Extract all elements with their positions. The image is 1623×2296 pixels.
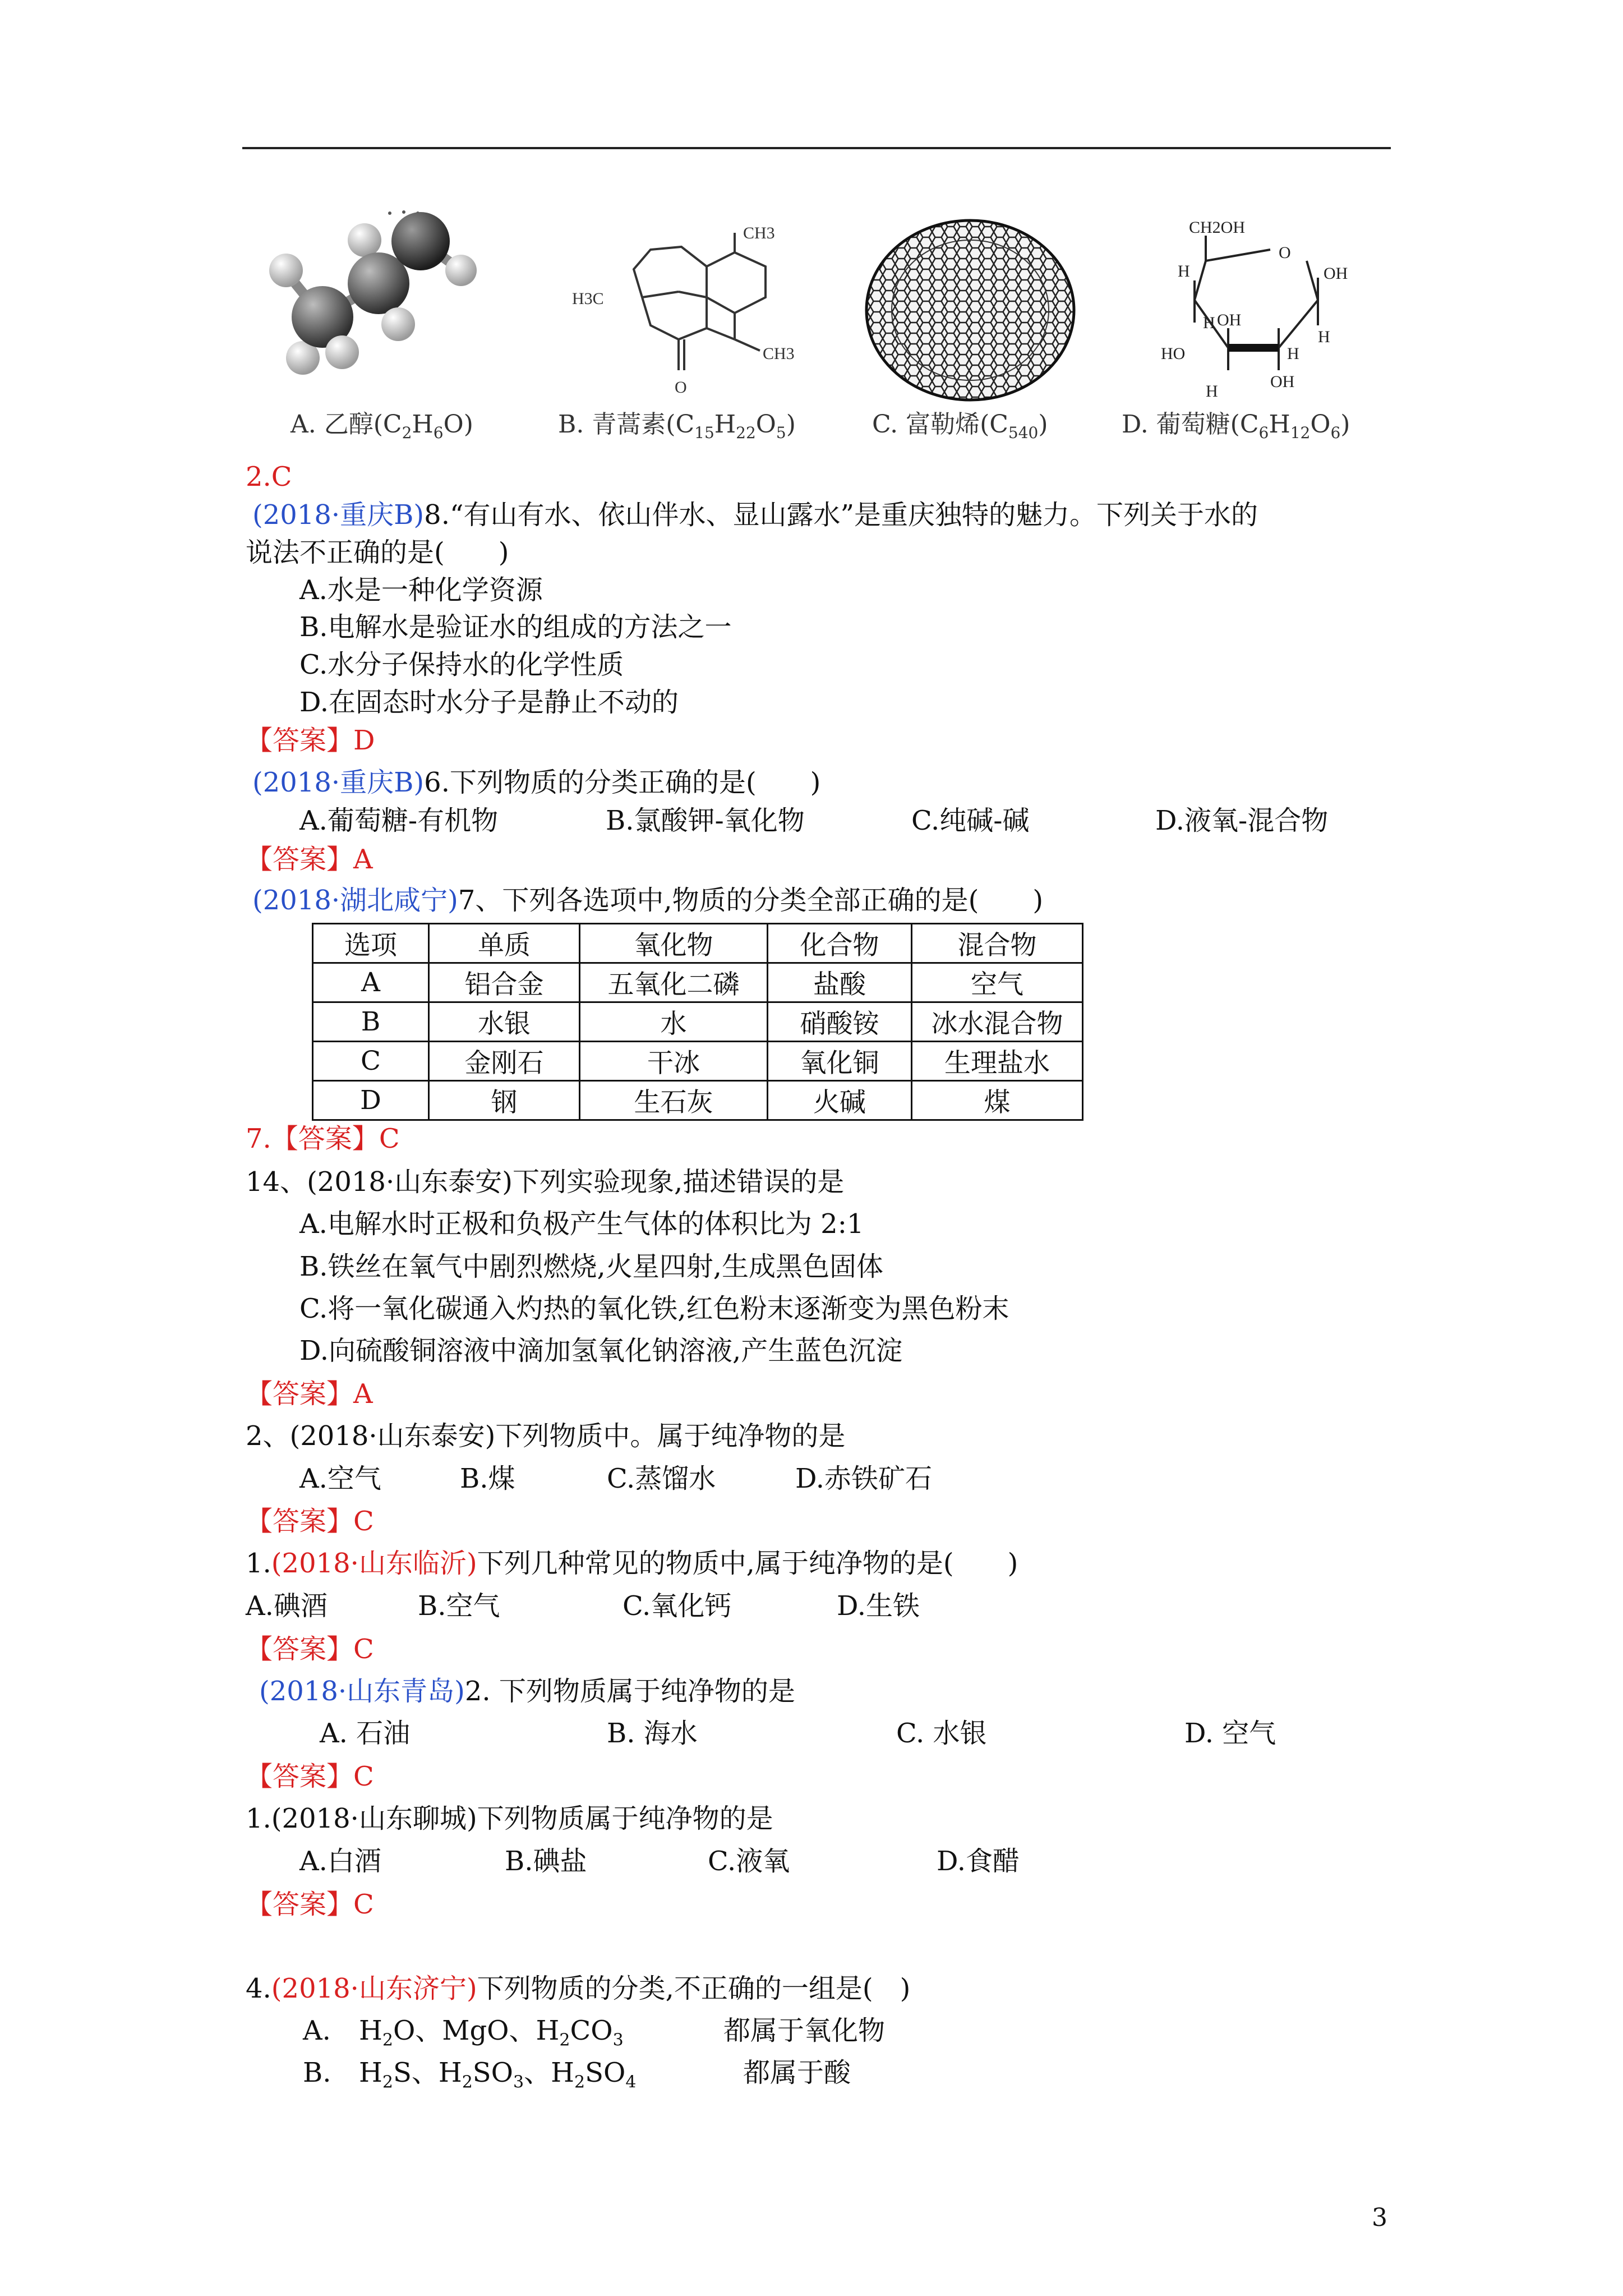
q9-option-a-formula: $H_2O$、MgO、$H_2CO_3$ bbox=[359, 2015, 624, 2050]
table-header: 单质 bbox=[429, 924, 580, 963]
q6-answer: 【答案】C bbox=[246, 1634, 374, 1665]
q5-option-d: D.赤铁矿石 bbox=[795, 1463, 933, 1494]
table-cell: 干冰 bbox=[580, 1042, 768, 1081]
table-header: 混合物 bbox=[912, 924, 1083, 963]
table-cell: 冰水混合物 bbox=[912, 1002, 1083, 1042]
q8-answer: 【答案】C bbox=[246, 1889, 374, 1920]
q9-option-a-desc: 都属于氧化物 bbox=[723, 2015, 886, 2046]
q8-stem: 1.(2018·山东聊城)下列物质属于纯净物的是 bbox=[246, 1803, 773, 1834]
table-cell: 盐酸 bbox=[768, 963, 912, 1002]
table-cell: 五氧化二磷 bbox=[580, 963, 768, 1002]
q7-option-a: A. 石油 bbox=[320, 1718, 411, 1749]
q4-option-c: C.将一氧化碳通入灼热的氧化铁,红色粉末逐渐变为黑色粉末 bbox=[299, 1293, 1009, 1324]
q9-option-a-label: A. bbox=[303, 2015, 331, 2046]
caption-c: C. 富勒烯$(C_{540})$ bbox=[872, 410, 1048, 442]
table-cell: C bbox=[313, 1042, 429, 1081]
b-h3c: H3C bbox=[572, 289, 604, 308]
q4-option-d: D.向硫酸铜溶液中滴加氢氧化钠溶液,产生蓝色沉淀 bbox=[299, 1335, 903, 1366]
d-ch2oh: CH2OH bbox=[1189, 218, 1246, 237]
q7-stem: (2018·山东青岛)2. 下列物质属于纯净物的是 bbox=[259, 1676, 795, 1707]
d-h-left: H bbox=[1178, 262, 1190, 280]
caption-b: B. 青蒿素$(C_{15}H_{22}O_5)$ bbox=[558, 410, 796, 442]
b-ch3-top: CH3 bbox=[743, 224, 775, 242]
q7-answer: 【答案】C bbox=[246, 1761, 374, 1792]
table-cell: 氧化铜 bbox=[768, 1042, 912, 1081]
table-cell: 铝合金 bbox=[429, 963, 580, 1002]
table-row bbox=[313, 1042, 1083, 1081]
q2-option-b: B.氯酸钾-氧化物 bbox=[606, 805, 805, 836]
q6-option-b: B.空气 bbox=[418, 1590, 500, 1622]
d-h-right: H bbox=[1287, 344, 1299, 363]
q4-option-b: B.铁丝在氧气中剧烈燃烧,火星四射,生成黑色固体 bbox=[299, 1251, 884, 1282]
q7-option-b: B. 海水 bbox=[607, 1718, 698, 1749]
q2-option-a: A.葡萄糖-有机物 bbox=[299, 805, 499, 836]
table-row bbox=[313, 1081, 1083, 1120]
table-cell: 生石灰 bbox=[580, 1081, 768, 1120]
q1-option-a: A.水是一种化学资源 bbox=[299, 574, 543, 606]
d-h-far: H bbox=[1318, 328, 1330, 346]
q9-option-b-formula: $H_2S$、$H_2SO_3$、$H_2SO_4$ bbox=[359, 2057, 637, 2092]
q4-stem: 14、(2018·山东泰安)下列实验现象,描述错误的是 bbox=[246, 1166, 845, 1198]
artemisinin-structure-image bbox=[566, 213, 830, 404]
d-oh-mid: OH bbox=[1217, 311, 1242, 329]
table-cell: 水 bbox=[580, 1002, 768, 1042]
q4-answer: 【答案】A bbox=[246, 1378, 373, 1410]
table-cell: A bbox=[313, 963, 429, 1002]
table-cell: 钢 bbox=[429, 1081, 580, 1120]
prev-answer: 2.C bbox=[246, 461, 292, 493]
q8-option-d: D.食醋 bbox=[937, 1846, 1020, 1877]
q7-option-d: D. 空气 bbox=[1184, 1718, 1276, 1749]
q9-option-b-desc: 都属于酸 bbox=[743, 2057, 851, 2088]
q8-option-b: B.碘盐 bbox=[505, 1846, 587, 1877]
q1-option-c: C.水分子保持水的化学性质 bbox=[299, 649, 624, 680]
q8-option-a: A.白酒 bbox=[299, 1846, 381, 1877]
d-h-mid: H bbox=[1203, 314, 1215, 332]
q6-option-a: A.碘酒 bbox=[246, 1590, 328, 1622]
q1-answer: 【答案】D bbox=[246, 725, 375, 756]
q6-option-d: D.生铁 bbox=[837, 1590, 920, 1622]
q7-option-c: C. 水银 bbox=[896, 1718, 987, 1749]
q8-option-c: C.液氧 bbox=[708, 1846, 790, 1877]
q2-answer: 【答案】A bbox=[246, 844, 373, 875]
q5-option-b: B.煤 bbox=[460, 1463, 515, 1494]
table-header: 化合物 bbox=[768, 924, 912, 963]
table-cell: 金刚石 bbox=[429, 1042, 580, 1081]
table-cell: 水银 bbox=[429, 1002, 580, 1042]
q9-stem: 4.(2018·山东济宁)下列物质的分类,不正确的一组是( ) bbox=[246, 1973, 911, 2004]
caption-d: D. 葡萄糖$(C_6H_{12}O_6)$ bbox=[1122, 410, 1350, 442]
glucose-structure-image bbox=[1144, 216, 1385, 401]
q2-option-d: D.液氧-混合物 bbox=[1155, 805, 1329, 836]
q6-option-c: C.氧化钙 bbox=[623, 1590, 732, 1622]
q1-option-b: B.电解水是验证水的组成的方法之一 bbox=[299, 611, 732, 643]
q4-option-a: A.电解水时正极和负极产生气体的体积比为 2:1 bbox=[299, 1208, 864, 1240]
d-o: O bbox=[1279, 243, 1291, 262]
q3-stem: (2018·湖北咸宁)7、下列各选项中,物质的分类全部正确的是( ) bbox=[252, 885, 1044, 916]
d-h-bottom: H bbox=[1206, 382, 1218, 401]
d-ho: HO bbox=[1161, 344, 1186, 363]
q1-stem-line2: 说法不正确的是( ) bbox=[246, 537, 509, 568]
page-number: 3 bbox=[1372, 2203, 1387, 2232]
table-row bbox=[313, 1002, 1083, 1042]
q5-option-c: C.蒸馏水 bbox=[607, 1463, 716, 1494]
q5-stem: 2、(2018·山东泰安)下列物质中。属于纯净物的是 bbox=[246, 1420, 846, 1452]
q5-option-a: A.空气 bbox=[299, 1463, 381, 1494]
caption-a: A. 乙醇$(C_2H_6O)$ bbox=[291, 410, 473, 442]
table-cell: 生理盐水 bbox=[912, 1042, 1083, 1081]
d-oh-bottom: OH bbox=[1270, 372, 1295, 391]
q1-stem-line1: (2018·重庆B)8.“有山有水、依山伴水、显山露水”是重庆独特的魅力。下列关于水的 bbox=[252, 499, 1258, 531]
q1-option-d: D.在固态时水分子是静止不动的 bbox=[299, 687, 679, 718]
table-header-row bbox=[313, 924, 1083, 963]
table-cell: 空气 bbox=[912, 963, 1083, 1002]
table-cell: B bbox=[313, 1002, 429, 1042]
table-cell: D bbox=[313, 1081, 429, 1120]
q9-option-b-label: B. bbox=[303, 2057, 331, 2088]
b-o: O bbox=[675, 378, 687, 397]
q6-stem: 1.(2018·山东临沂)下列几种常见的物质中,属于纯净物的是( ) bbox=[246, 1548, 1018, 1579]
b-ch3-bottom: CH3 bbox=[763, 344, 795, 363]
q5-answer: 【答案】C bbox=[246, 1506, 374, 1537]
table-cell: 煤 bbox=[912, 1081, 1083, 1120]
q2-option-c: C.纯碱-碱 bbox=[911, 805, 1030, 836]
header-rule bbox=[242, 147, 1391, 149]
table-cell: 硝酸铵 bbox=[768, 1002, 912, 1042]
table-header: 氧化物 bbox=[580, 924, 768, 963]
table-cell: 火碱 bbox=[768, 1081, 912, 1120]
classification-table bbox=[312, 923, 1083, 1121]
d-oh-right: OH bbox=[1324, 264, 1348, 283]
table-header: 选项 bbox=[313, 924, 429, 963]
table-row bbox=[313, 963, 1083, 1002]
fullerene-cage-image bbox=[858, 216, 1082, 404]
q3-answer: 7.【答案】C bbox=[246, 1123, 400, 1154]
q2-stem: (2018·重庆B)6.下列物质的分类正确的是( ) bbox=[252, 767, 821, 798]
